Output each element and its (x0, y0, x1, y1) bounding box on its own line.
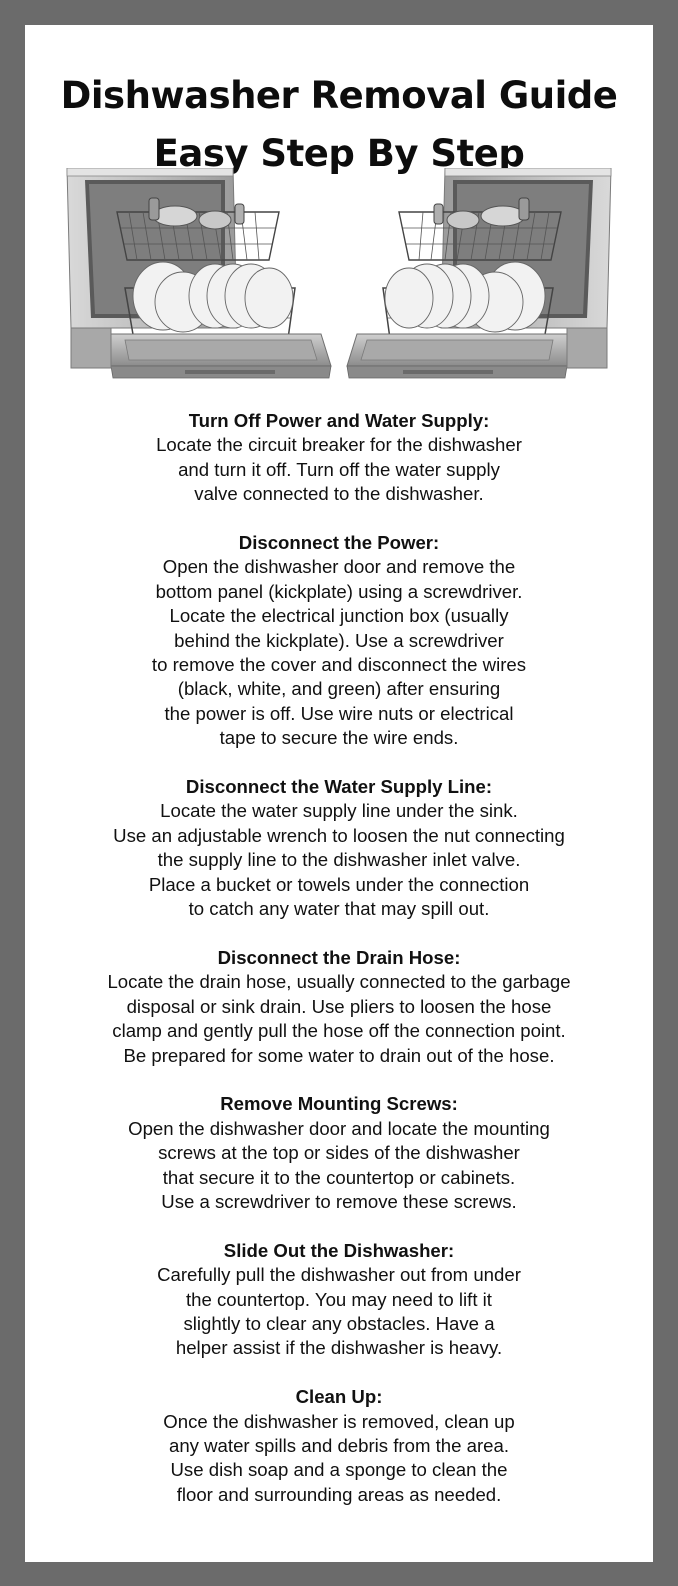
infographic-card (25, 25, 653, 1562)
step-body: Carefully pull the dishwasher out from under the countertop. You may need to lift it slightly to clear any obstacles. Have a helper assist if the dishwasher is heavy. (157, 1264, 521, 1359)
step-disconnect-water-supply (25, 775, 653, 921)
dishwasher-left-icon (67, 168, 331, 378)
step-body: Locate the circuit breaker for the dishwasher and turn it off. Turn off the water supply valve connected to the dishwasher. (156, 434, 522, 505)
dishwasher-illustration (65, 168, 613, 394)
title-line-1: Dishwasher Removal Guide (60, 74, 618, 117)
step-body: Locate the drain hose, usually connected to the garbage disposal or sink drain. Use pliers to loosen the hose clamp and gently pull the hose off the connection point. Be prepared for some water to drain out of the hose. (107, 971, 571, 1066)
step-clean-up (25, 1385, 653, 1507)
step-body: Locate the water supply line under the sink. Use an adjustable wrench to loosen the nut connecting the supply line to the dishwasher inlet valve. Place a bucket or towels under the connection to catch any water that may spill out. (113, 800, 565, 920)
step-title: Disconnect the Power: (238, 532, 440, 554)
step-body: Open the dishwasher door and remove the bottom panel (kickplate) using a screwdriver. Locate the electrical junction box (usually behind the kickplate). Use a screwdriver to remove the cover and disconnect the wires (black, white, and green) after ensuring the power is off. Use wire nuts or electrical tape to secure the wire ends. (151, 556, 527, 749)
step-disconnect-power (25, 531, 653, 751)
page-title (25, 67, 653, 183)
step-title: Disconnect the Water Supply Line: (185, 776, 493, 798)
step-body: Once the dishwasher is removed, clean up any water spills and debris from the area. Use dish soap and a sponge to clean the floor and surrounding areas as needed. (163, 1410, 515, 1505)
step-title: Turn Off Power and Water Supply: (188, 410, 490, 431)
step-title: Disconnect the Drain Hose: (217, 946, 461, 968)
step-body: Open the dishwasher door and locate the mounting screws at the top or sides of the dishwasher that secure it to the countertop or cabinets. Use a screwdriver to remove these screws. (128, 1117, 550, 1212)
steps-list (25, 409, 653, 1532)
title-line-2: Easy Step By Step (153, 132, 525, 175)
step-title: Clean Up: (295, 1386, 383, 1408)
step-title: Remove Mounting Screws: (220, 1093, 458, 1115)
step-turn-off-power-water (25, 409, 653, 507)
step-remove-mounting-screws (25, 1092, 653, 1214)
step-disconnect-drain-hose (25, 946, 653, 1068)
dishwasher-right-icon (347, 168, 611, 378)
step-title: Slide Out the Dishwasher: (223, 1239, 455, 1261)
step-slide-out (25, 1239, 653, 1361)
